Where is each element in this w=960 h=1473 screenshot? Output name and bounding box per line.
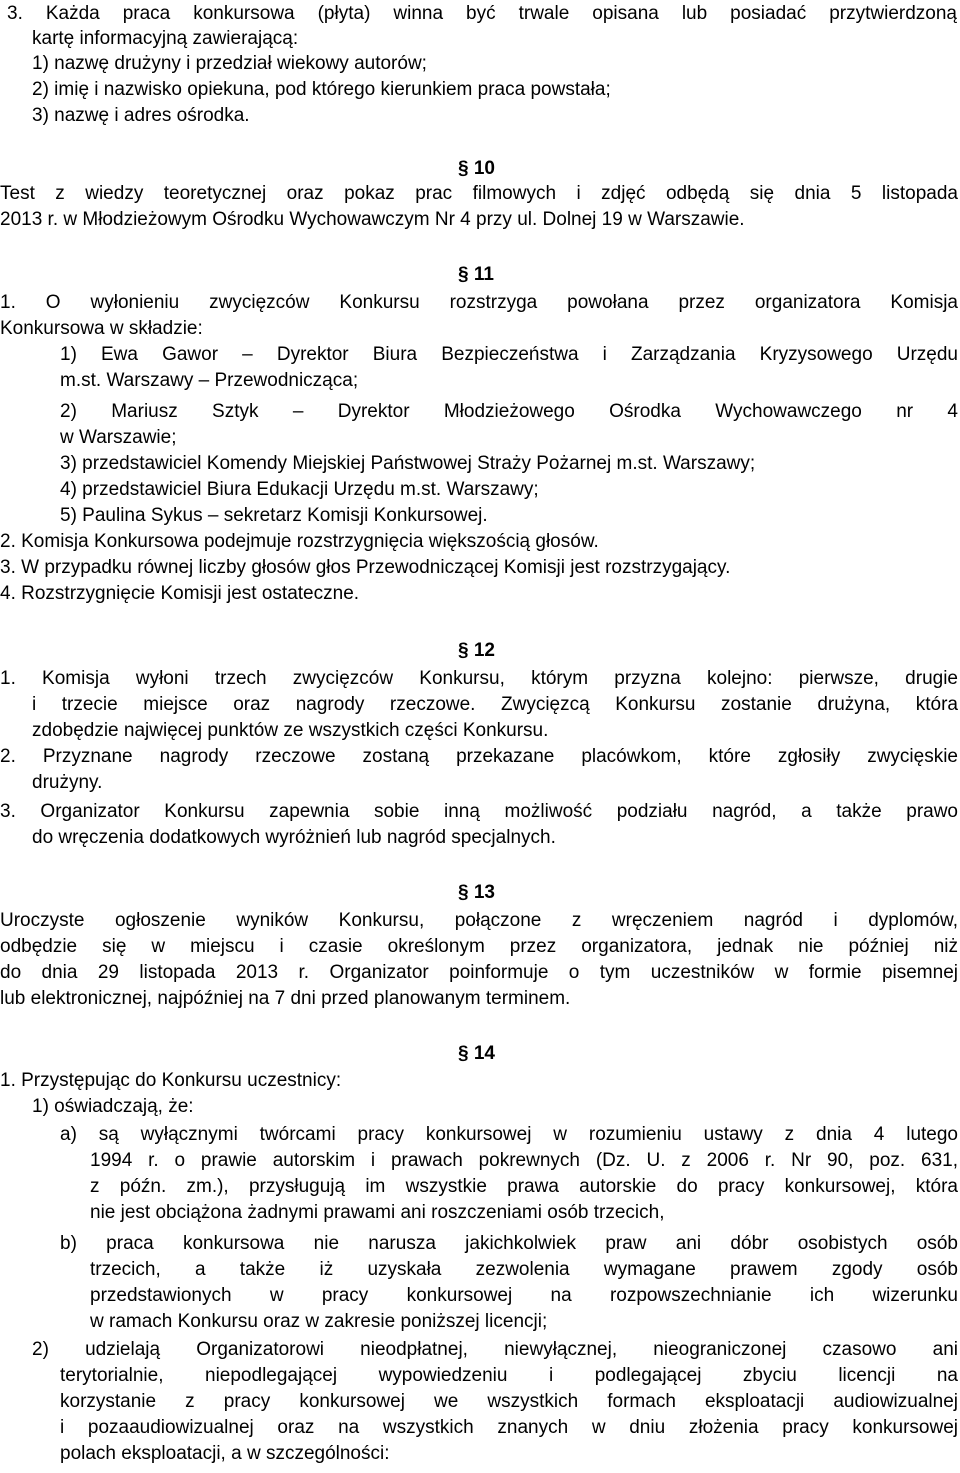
section-14-line-9: przedstawionych w pracy konkursowej na rozpowszechnianie ich wizerunku <box>90 1285 958 1306</box>
section-14-line-7: b) praca konkursowa nie narusza jakichkolwiek praw ani dóbr osobistych osób <box>60 1233 958 1254</box>
section-13-line-3: do dnia 29 listopada 2013 r. Organizator poinformuje o tym uczestników w formie pisemnej <box>0 962 958 983</box>
section-12-line-4: 2. Przyznane nagrody rzeczowe zostaną przekazane placówkom, które zgłosiły zwycięskie <box>0 746 958 767</box>
section-14-line-14: i pozaaudiowizualnej oraz na wszystkich znanych w dniu złożenia pracy konkursowej <box>60 1417 958 1438</box>
section-13-line-1: Uroczyste ogłoszenie wyników Konkursu, połączone z wręczeniem nagród i dyplomów, <box>0 910 958 931</box>
section-14-line-5: z późn. zm.), przysługują im wszystkie prawa autorskie do pracy konkursowej, która <box>90 1176 958 1197</box>
section-12-line-6: 3. Organizator Konkursu zapewnia sobie inną możliwość podziału nagród, a także prawo <box>0 801 958 822</box>
item3-line-1: 3. Każda praca konkursowa (płyta) winna być trwale opisana lub posiadać przytwierdzoną <box>7 3 957 24</box>
section-11-heading: § 11 <box>458 264 494 285</box>
section-14-heading: § 14 <box>458 1043 495 1064</box>
item3-line-2: kartę informacyjną zawierającą: <box>32 28 299 49</box>
section-13-line-4: lub elektronicznej, najpóźniej na 7 dni przed planowanym terminem. <box>0 988 571 1009</box>
section-12-line-5: drużyny. <box>32 772 103 793</box>
section-14-line-15: polach eksploatacji, a w szczególności: <box>60 1443 390 1464</box>
section-11-line-10: 2. Komisja Konkursowa podejmuje rozstrzygnięcia większością głosów. <box>0 531 599 552</box>
section-14-line-12: terytorialnie, niepodlegającej wypowiedzeniu i podlegającej zbyciu licencji na <box>60 1365 958 1386</box>
section-10-line-1: Test z wiedzy teoretycznej oraz pokaz prac filmowych i zdjęć odbędą się dnia 5 listopada <box>0 183 958 204</box>
item3-line-3: 1) nazwę drużyny i przedział wiekowy autorów; <box>32 53 427 74</box>
section-11-line-8: 4) przedstawiciel Biura Edukacji Urzędu m.st. Warszawy; <box>60 479 539 500</box>
item3-line-5: 3) nazwę i adres ośrodka. <box>32 105 250 126</box>
section-14-line-2: 1) oświadczają, że: <box>32 1096 194 1117</box>
section-14-line-8: trzecich, a także iż uzyskała zezwolenia wymagane prawem zgody osób <box>90 1259 958 1280</box>
section-12-line-1: 1. Komisja wyłoni trzech zwycięzców Konkursu, którym przyzna kolejno: pierwsze, drugie <box>0 668 958 689</box>
section-12-heading: § 12 <box>458 640 495 661</box>
section-14-line-4: 1994 r. o prawie autorskim i prawach pokrewnych (Dz. U. z 2006 r. Nr 90, poz. 631, <box>90 1150 958 1171</box>
section-14-line-6: nie jest obciążona żadnymi prawami ani roszczeniami osób trzecich, <box>90 1202 665 1223</box>
section-11-line-11: 3. W przypadku równej liczby głosów głos Przewodniczącej Komisji jest rozstrzygający. <box>0 557 731 578</box>
section-10-line-2: 2013 r. w Młodzieżowym Ośrodku Wychowawczym Nr 4 przy ul. Dolnej 19 w Warszawie. <box>0 209 745 230</box>
section-11-line-6: w Warszawie; <box>60 427 177 448</box>
section-12-line-7: do wręczenia dodatkowych wyróżnień lub nagród specjalnych. <box>32 827 556 848</box>
section-11-line-12: 4. Rozstrzygnięcie Komisji jest ostateczne. <box>0 583 360 604</box>
section-13-heading: § 13 <box>458 882 495 903</box>
section-11-line-1: 1. O wyłonieniu zwycięzców Konkursu rozstrzyga powołana przez organizatora Komisja <box>0 292 958 313</box>
section-14-line-11: 2) udzielają Organizatorowi nieodpłatnej, niewyłącznej, nieograniczonej czasowo ani <box>32 1339 958 1360</box>
section-11-line-3: 1) Ewa Gawor – Dyrektor Biura Bezpieczeństwa i Zarządzania Kryzysowego Urzędu <box>60 344 958 365</box>
section-12-line-3: zdobędzie najwięcej punktów ze wszystkich części Konkursu. <box>32 720 549 741</box>
section-14-line-1: 1. Przystępując do Konkursu uczestnicy: <box>0 1070 342 1091</box>
section-10-heading: § 10 <box>458 158 495 179</box>
section-11-line-4: m.st. Warszawy – Przewodnicząca; <box>60 370 359 391</box>
item3-line-4: 2) imię i nazwisko opiekuna, pod którego kierunkiem praca powstała; <box>32 79 611 100</box>
section-14-line-3: a) są wyłącznymi twórcami pracy konkursowej w rozumieniu ustawy z dnia 4 lutego <box>60 1124 958 1145</box>
section-11-line-5: 2) Mariusz Sztyk – Dyrektor Młodzieżowego Ośrodka Wychowawczego nr 4 <box>60 401 958 422</box>
section-11-line-2: Konkursowa w składzie: <box>0 318 203 339</box>
section-11-line-7: 3) przedstawiciel Komendy Miejskiej Państwowej Straży Pożarnej m.st. Warszawy; <box>60 453 756 474</box>
section-12-line-2: i trzecie miejsce oraz nagrody rzeczowe. Zwycięzcą Konkursu zostanie drużyna, która <box>32 694 958 715</box>
section-13-line-2: odbędzie się w miejscu i czasie określonym przez organizatora, jednak nie później niż <box>0 936 958 957</box>
section-14-line-13: korzystanie z pracy konkursowej we wszystkich formach eksploatacji audiowizualnej <box>60 1391 958 1412</box>
section-11-line-9: 5) Paulina Sykus – sekretarz Komisji Konkursowej. <box>60 505 488 526</box>
section-14-line-10: w ramach Konkursu oraz w zakresie poniższej licencji; <box>90 1311 548 1332</box>
